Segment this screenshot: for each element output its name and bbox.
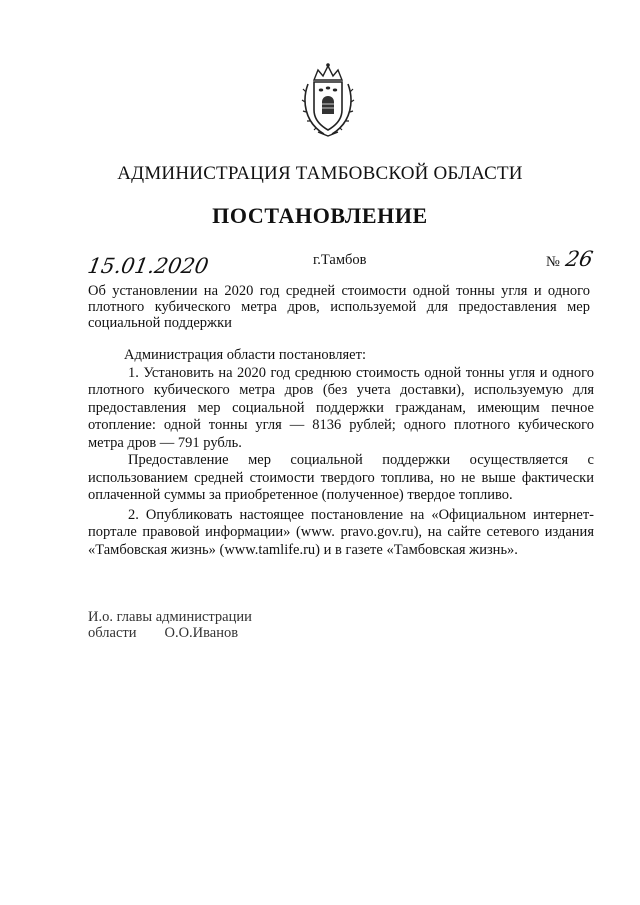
document-subject: Об установлении на 2020 год средней стоимости одной тонны угля и одного плотного кубического метра дров, используемой для предоставления мер социальной поддержки	[88, 283, 590, 331]
signature-block	[88, 609, 252, 641]
tambov-coat-of-arms-icon	[300, 60, 356, 140]
document-city: г.Тамбов	[313, 252, 367, 268]
signature-position-continued: области	[88, 625, 137, 641]
number-sign: №	[546, 254, 560, 270]
signature-position-line	[88, 609, 252, 625]
signatory-name: О.О.Иванов	[164, 625, 239, 641]
body-paragraph: 2. Опубликовать настоящее постановление на «Официальном интернет-портале правовой информации» (www. pravo.gov.ru), на сайте сетевого издания «Тамбовская жизнь» (www.tamlife.ru) и в газете «Тамбовская жизнь».	[88, 506, 594, 558]
number-value: 26	[564, 247, 596, 271]
document-body	[88, 347, 594, 559]
document-date: 15.01.2020	[85, 254, 211, 278]
document-type-title: ПОСТАНОВЛЕНИЕ	[212, 203, 428, 228]
organization-header: АДМИНИСТРАЦИЯ ТАМБОВСКОЙ ОБЛАСТИ	[117, 163, 523, 184]
body-paragraph: Предоставление мер социальной поддержки осуществляется с использованием средней стоимости твердого топлива, но не выше фактически оплаченной суммы за приобретенное (полученное) твердое топливо.	[88, 452, 594, 503]
body-paragraph: 1. Установить на 2020 год среднюю стоимость одной тонны угля и одного плотного кубического метра дров (без учета доставки), используемую для предоставления мер социальной поддержки гражданам, имеющим печное отопление: одной тонны угля — 8136 рублей; одного плотного кубического метра дров — 791 рубль.	[88, 364, 594, 451]
document-number	[546, 247, 596, 271]
body-intro: Администрация области постановляет:	[124, 347, 366, 363]
signature-position: И.о. главы администрации	[88, 609, 252, 625]
signature-name-line	[88, 625, 252, 641]
